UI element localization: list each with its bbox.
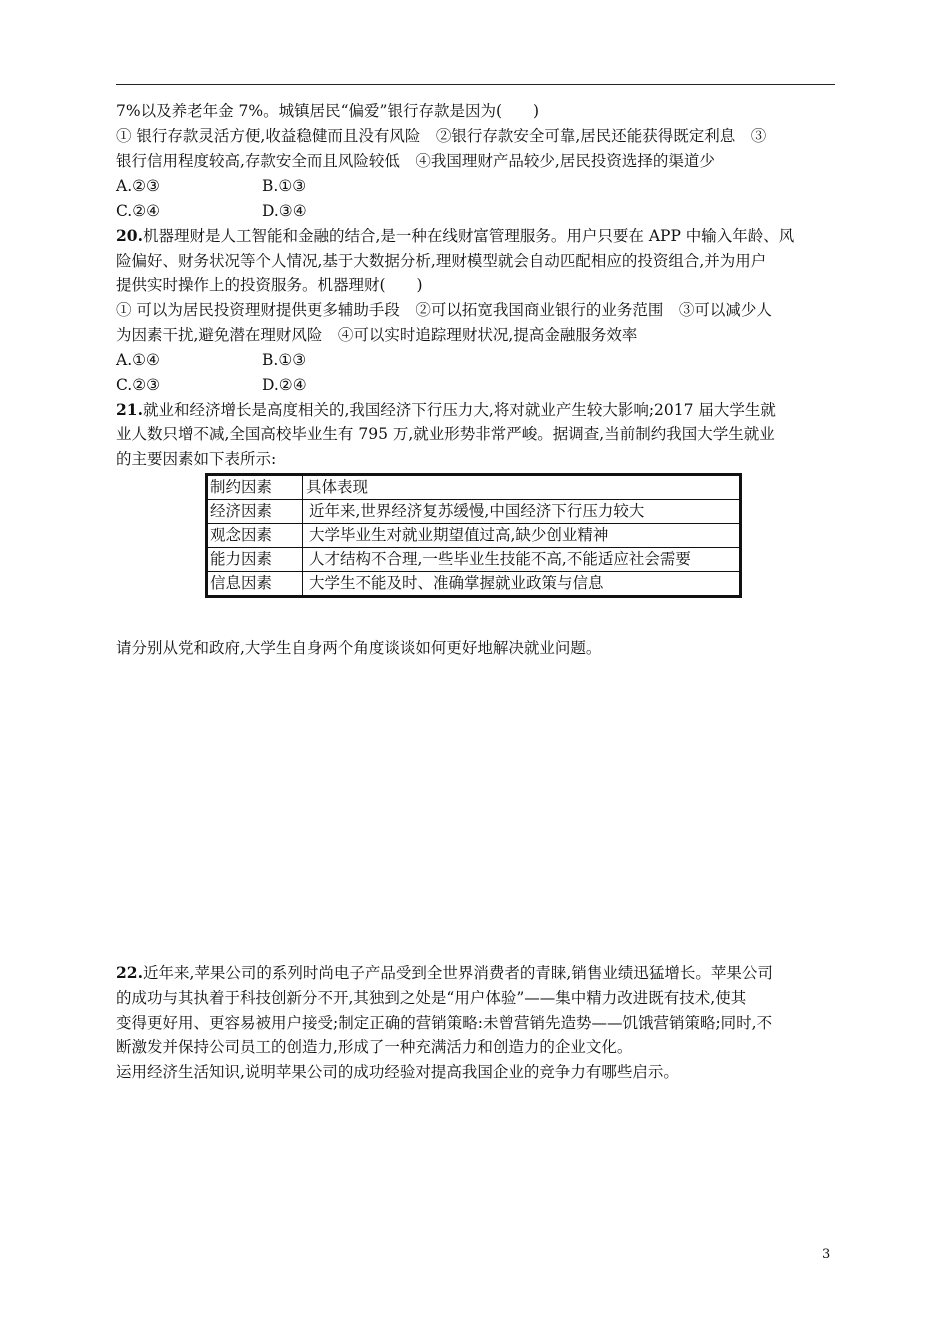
- q22-stem-line-4: 断激发并保持公司员工的创造力,形成了一种充满活力和创造力的企业文化。: [116, 1038, 633, 1056]
- q22-stem-text: 近年来,苹果公司的系列时尚电子产品受到全世界消费者的青睐,销售业绩迅猛增长。苹果公司: [142, 964, 773, 982]
- table-row: [207, 500, 741, 524]
- header-rule: [116, 84, 835, 85]
- constraint-factors-table: [205, 473, 742, 598]
- q20-choices-line-2: 为因素干扰,避免潜在理财风险 ④可以实时追踪理财状况,提高金融服务效率: [116, 326, 638, 344]
- q19-option-b: B.①③: [262, 177, 307, 195]
- q19-stem: 7%以及养老年金 7%。城镇居民“偏爱”银行存款是因为( ): [116, 102, 540, 120]
- table-cell-detail: 大学毕业生对就业期望值过高,缺少创业精神: [303, 524, 741, 548]
- table-cell-factor: 能力因素: [207, 548, 303, 572]
- page-number: 3: [822, 1247, 831, 1262]
- q20-stem-text: 机器理财是人工智能和金融的结合,是一种在线财富管理服务。用户只要在 APP 中输入年龄、风: [142, 227, 795, 245]
- q19-choices-line-1: ① 银行存款灵活方便,收益稳健而且没有风险 ②银行存款安全可靠,居民还能获得既定利息 ③: [116, 127, 767, 145]
- q21-stem-line-1: [116, 399, 776, 421]
- table-cell-factor: 观念因素: [207, 524, 303, 548]
- q21-number: 21.: [116, 400, 143, 419]
- table-cell-detail: 近年来,世界经济复苏缓慢,中国经济下行压力较大: [303, 500, 741, 524]
- q22-question: 运用经济生活知识,说明苹果公司的成功经验对提高我国企业的竞争力有哪些启示。: [116, 1063, 679, 1081]
- q19-option-a: A.②③: [116, 177, 160, 195]
- q21-stem-text: 就业和经济增长是高度相关的,我国经济下行压力大,将对就业产生较大影响;2017 届大学生就: [142, 401, 776, 419]
- table-cell-detail: 大学生不能及时、准确掌握就业政策与信息: [303, 572, 741, 597]
- table-cell-factor: 经济因素: [207, 500, 303, 524]
- table-header-cell: 制约因素: [207, 475, 303, 500]
- q22-number: 22.: [116, 963, 143, 982]
- q19-option-c: C.②④: [116, 202, 161, 220]
- q22-stem-line-3: 变得更好用、更容易被用户接受;制定正确的营销策略:未曾营销先造势——饥饿营销策略;同时,不: [116, 1014, 773, 1032]
- table-header-cell: 具体表现: [303, 475, 741, 500]
- table-row: [207, 548, 741, 572]
- q20-stem-line-3: 提供实时操作上的投资服务。机器理财( ): [116, 276, 423, 294]
- q21-stem-line-3: 的主要因素如下表所示:: [116, 450, 277, 468]
- q20-option-a: A.①④: [116, 351, 160, 369]
- q22-stem-line-2: 的成功与其执着于科技创新分不开,其独到之处是“用户体验”——集中精力改进既有技术,使其: [116, 989, 747, 1007]
- table-row: [207, 572, 741, 597]
- q20-stem-line-1: [116, 225, 794, 247]
- q21-stem-line-2: 业人数只增不减,全国高校毕业生有 795 万,就业形势非常严峻。据调查,当前制约我国大学生就业: [116, 425, 775, 443]
- q20-option-b: B.①③: [262, 351, 307, 369]
- q20-option-d: D.②④: [262, 376, 307, 394]
- q20-number: 20.: [116, 226, 143, 245]
- q21-question: 请分别从党和政府,大学生自身两个角度谈谈如何更好地解决就业问题。: [116, 639, 602, 657]
- q19-option-d: D.③④: [262, 202, 307, 220]
- table-cell-detail: 人才结构不合理,一些毕业生技能不高,不能适应社会需要: [303, 548, 741, 572]
- q20-choices-line-1: ① 可以为居民投资理财提供更多辅助手段 ②可以拓宽我国商业银行的业务范围 ③可以减少人: [116, 301, 772, 319]
- q20-stem-line-2: 险偏好、财务状况等个人情况,基于大数据分析,理财模型就会自动匹配相应的投资组合,并为用户: [116, 252, 767, 270]
- table-cell-factor: 信息因素: [207, 572, 303, 597]
- q20-option-c: C.②③: [116, 376, 161, 394]
- table-row: [207, 524, 741, 548]
- q19-choices-line-2: 银行信用程度较高,存款安全而且风险较低 ④我国理财产品较少,居民投资选择的渠道少: [116, 152, 715, 170]
- table-header-row: [207, 475, 741, 500]
- q22-stem-line-1: [116, 962, 773, 984]
